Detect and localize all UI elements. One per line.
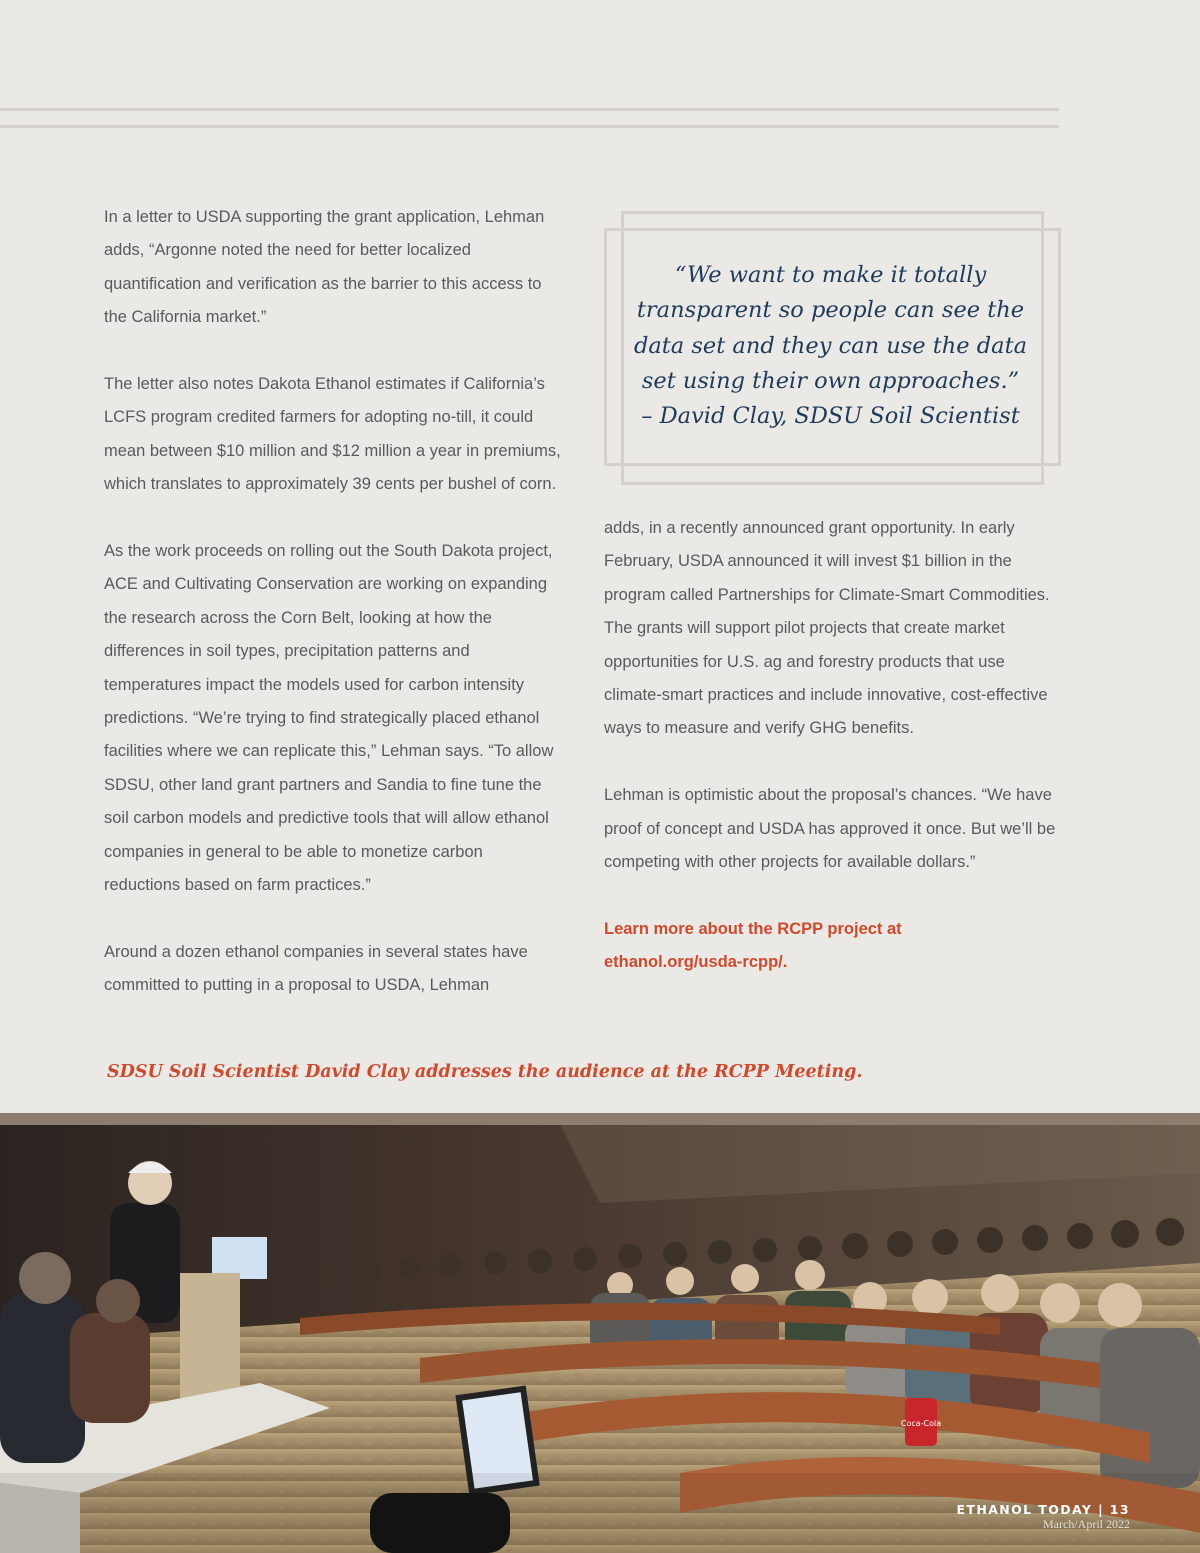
pull-quote	[604, 211, 1059, 483]
header-rule-top	[0, 108, 1059, 111]
article-right-column	[604, 512, 1064, 1013]
article-paragraph: In a letter to USDA supporting the grant application, Lehman adds, “Argonne noted the need for better localized quantification and verification as the barrier to this access to the California market.”	[104, 208, 545, 327]
article-paragraph: As the work proceeds on rolling out the South Dakota project, ACE and Cultivating Conservation are working on expanding the research across the Corn Belt, looking at how the differences in soil types, precipitation patterns and temperatures impact the models used for carbon intensity predictions. “We’re trying to find strategically placed ethanol facilities where we can replicate this,” Lehman says. “To allow SDSU, other land grant partners and Sandia to fine tune the soil carbon models and predictive tools that will allow ethanol companies in general to be able to monetize carbon reductions based on farm practices.”	[104, 542, 554, 895]
page-footer	[956, 1502, 1130, 1532]
pull-quote-line: set using their own approaches.”	[641, 367, 1020, 394]
learn-more-link[interactable]	[604, 913, 1064, 980]
pull-quote-line: transparent so people can see the	[636, 297, 1025, 324]
article-paragraph: adds, in a recently announced grant opportunity. In early February, USDA announced it will invest $1 billion in the program called Partnerships for Climate-Smart Commodities. The grants will support pilot projects that create market opportunities for U.S. ag and forestry products that use climate-smart practices and include innovative, cost-effective ways to measure and verify GHG benefits.	[604, 519, 1050, 738]
article-paragraph: Around a dozen ethanol companies in several states have committed to putting in a proposal to USDA, Lehman	[104, 942, 528, 995]
article-paragraph: The letter also notes Dakota Ethanol estimates if California’s LCFS program credited farmers for adopting no-till, it could mean between $10 million and $12 million a year in premiums, which translates to approximately 39 cents per bushel of corn.	[104, 375, 561, 494]
pull-quote-text	[624, 258, 1037, 434]
article-left-column	[104, 201, 562, 1036]
meeting-photo-illustration	[0, 1113, 1200, 1553]
learn-more-text: Learn more about the RCPP project at	[604, 919, 902, 938]
pull-quote-attribution: – David Clay, SDSU Soil Scientist	[641, 403, 1020, 430]
footer-issue-date: March/April 2022	[1043, 1517, 1130, 1531]
laptop-screen	[212, 1237, 267, 1279]
coke-can	[901, 1398, 941, 1446]
learn-more-url: ethanol.org/usda-rcpp/.	[604, 953, 788, 972]
meeting-photo	[0, 1113, 1200, 1553]
coke-can-label: Coca-Cola	[900, 1419, 942, 1428]
pull-quote-line: data set and they can use the data	[633, 332, 1028, 359]
footer-magazine-page: ETHANOL TODAY | 13	[956, 1502, 1130, 1517]
pull-quote-line: “We want to make it totally	[674, 262, 987, 288]
photo-caption: SDSU Soil Scientist David Clay addresses the audience at the RCPP Meeting.	[107, 1062, 863, 1082]
header-rule-bottom	[0, 125, 1059, 128]
article-paragraph: Lehman is optimistic about the proposal’s chances. “We have proof of concept and USDA has approved it once. But we’ll be competing with other projects for available dollars.”	[604, 786, 1056, 872]
